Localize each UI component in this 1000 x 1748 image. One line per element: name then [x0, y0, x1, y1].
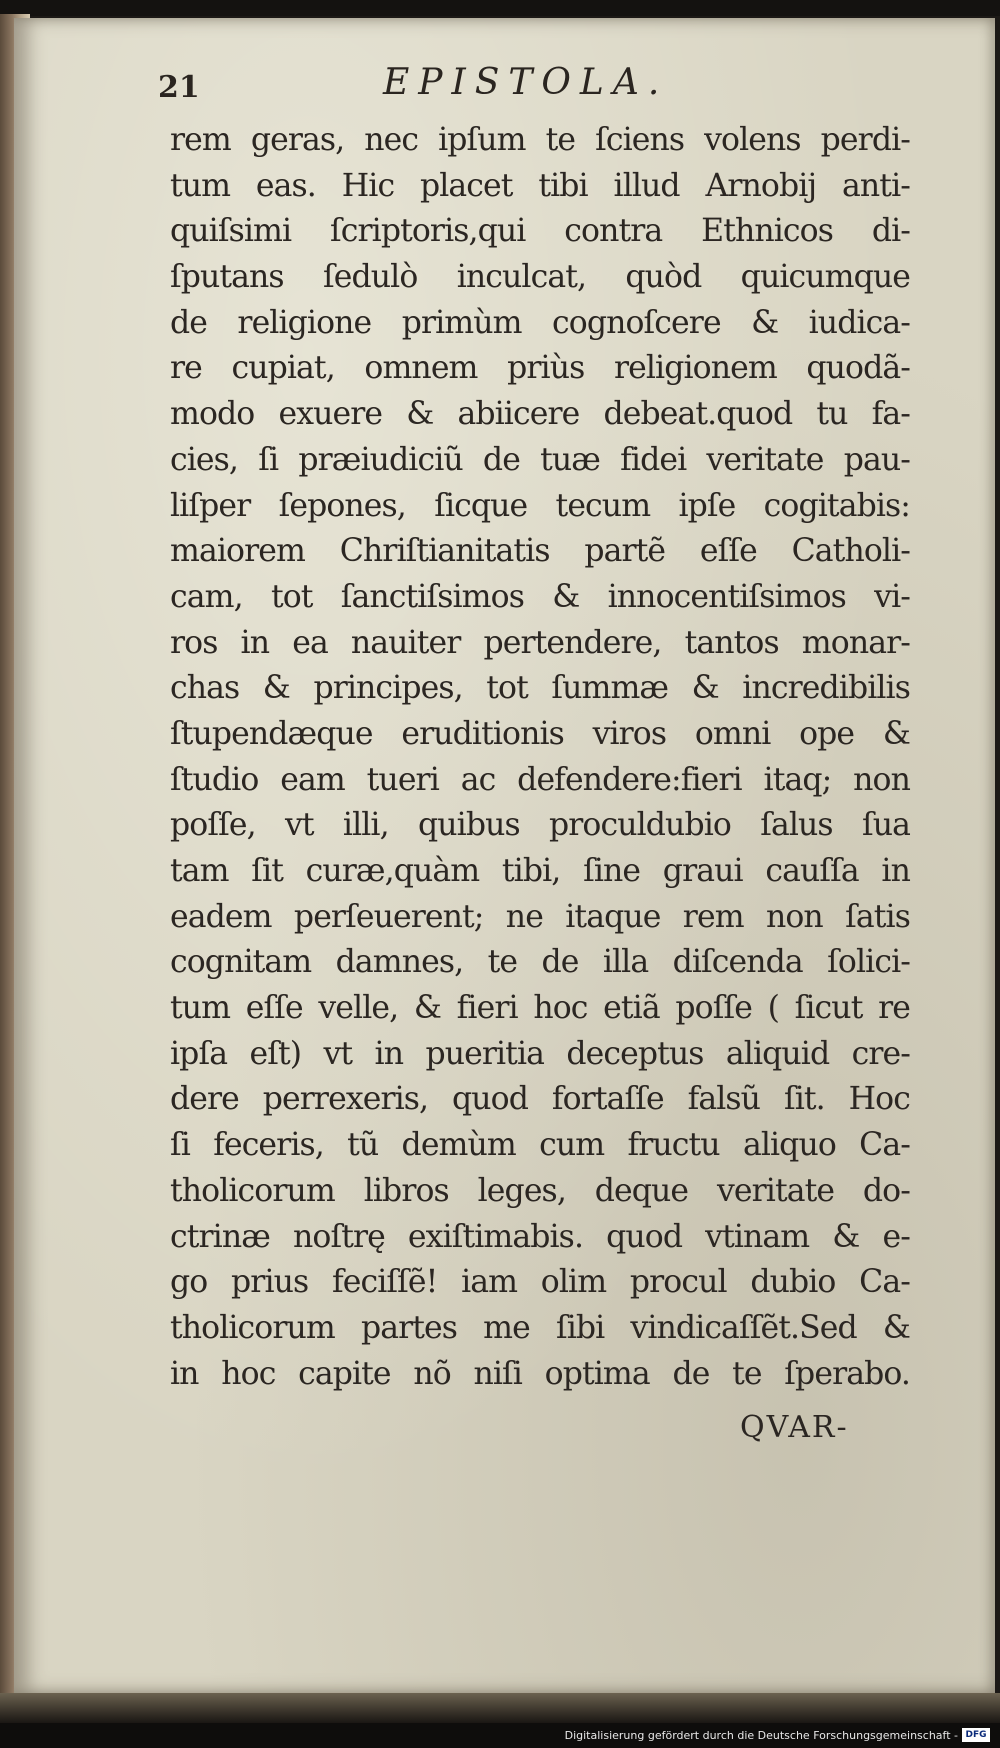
running-title: EPISTOLA. [383, 62, 669, 103]
body-text [170, 118, 910, 1397]
text-line: ſtupendæque eruditionis viros omni ope & [170, 715, 910, 752]
text-line: ipſa eſt) vt in pueritia deceptus aliquid cre- [170, 1035, 910, 1072]
text-line: go prius feciſſẽ! iam olim procul dubio Ca- [170, 1264, 910, 1301]
text-line: cognitam damnes, te de illa diſcenda ſolici- [170, 944, 910, 981]
text-line: tum eas. Hic placet tibi illud Arnobij anti- [170, 167, 910, 204]
text-line: eadem perſeuerent; ne itaque rem non ſatis [170, 898, 910, 935]
text-line: cies, ſi præiudiciũ de tuæ fidei veritate pau- [170, 441, 910, 478]
text-line: cam, tot ſanctiſsimos & innocentiſsimos vi- [170, 578, 910, 615]
text-line: ros in ea nauiter pertendere, tantos monar- [170, 624, 910, 661]
text-line: quiſsimi ſcriptoris,qui contra Ethnicos di- [170, 213, 910, 250]
text-line: tholicorum partes me ſibi vindicaſſẽt.Sed & [170, 1309, 910, 1346]
text-line: poſſe, vt illi, quibus proculdubio ſalus ſua [170, 807, 910, 844]
page-number: 21 [158, 70, 200, 105]
text-line: tam ſit curæ,quàm tibi, ſine graui cauſſa in [170, 853, 910, 889]
text-line: liſper ſepones, ſicque tecum ipſe cogitabis: [170, 487, 910, 524]
text-line: ſputans ſedulò inculcat, quòd quicumque [170, 259, 910, 296]
text-line: in hoc capite nõ niſi optima de te ſperabo. [170, 1355, 910, 1392]
top-border [0, 0, 1000, 16]
text-line: maiorem Chriſtianitatis partẽ eſſe Catholi- [170, 533, 910, 570]
running-head [158, 62, 918, 108]
text-line: tum eſſe velle, & fieri hoc etiã poſſe ( ſicut re [170, 990, 910, 1027]
dfg-logo-icon: DFG [962, 1728, 990, 1742]
text-line: ſi feceris, tũ demùm cum fructu aliquo Ca- [170, 1127, 910, 1164]
text-line: ſtudio eam tueri ac defendere:fieri itaq; non [170, 761, 910, 798]
text-line: re cupiat, omnem priùs religionem quodã- [170, 350, 910, 387]
text-line: de religione primùm cognoſcere & iudica- [170, 304, 910, 341]
catchword: QVAR- [740, 1410, 849, 1445]
text-line: modo exuere & abiicere debeat.quod tu fa- [170, 396, 910, 433]
funding-credit: Digitalisierung gefördert durch die Deutsche Forschungsgemeinschaft - [564, 1729, 958, 1742]
text-line: rem geras, nec ipſum te ſciens volens perdi- [170, 122, 910, 158]
text-line: tholicorum libros leges, deque veritate do- [170, 1172, 910, 1209]
text-line: chas & principes, tot ſummæ & incredibilis [170, 670, 910, 707]
text-line: dere perrexeris, quod fortaſſe falsũ ſit. Hoc [170, 1081, 910, 1118]
footer-bar [0, 1723, 1000, 1748]
text-line: ctrinæ noſtrę exiſtimabis. quod vtinam & e- [170, 1218, 910, 1255]
page-bottom-edge [0, 1693, 1000, 1723]
